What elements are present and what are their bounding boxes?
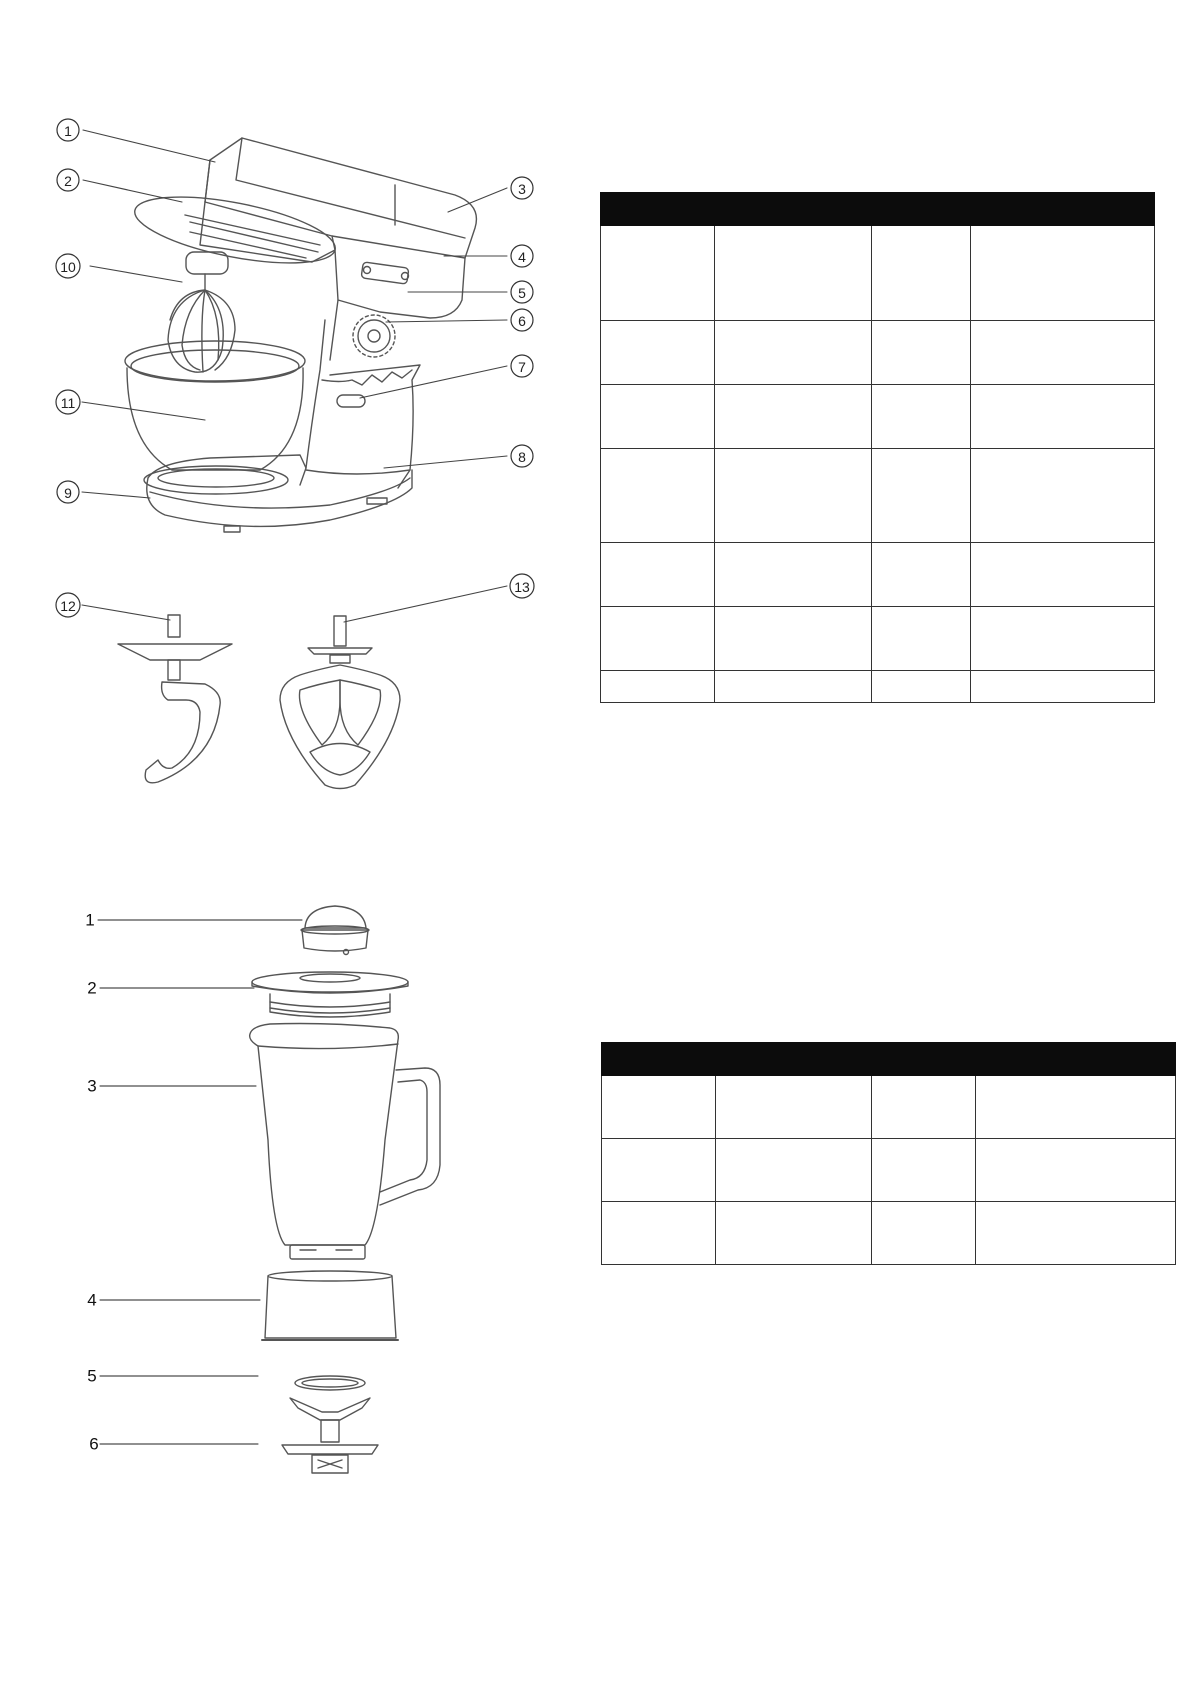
- spec-table-2: [601, 1042, 1176, 1265]
- table-cell: [872, 1139, 976, 1202]
- table-cell: [715, 543, 872, 607]
- measuring-cap: [301, 906, 369, 955]
- table-cell: [602, 1139, 716, 1202]
- callout-5: 5: [87, 1366, 97, 1386]
- svg-text:11: 11: [60, 395, 76, 411]
- svg-text:6: 6: [518, 313, 526, 329]
- table-cell: [872, 1076, 976, 1139]
- table-cell: [715, 226, 872, 321]
- jug-base-collar: [262, 1271, 398, 1340]
- table-cell: [601, 671, 715, 703]
- table-cell: [872, 671, 971, 703]
- table-header-row: [601, 193, 1155, 226]
- table-row: [601, 226, 1155, 321]
- blender-callouts: [85, 911, 98, 1454]
- table-cell: [715, 321, 872, 385]
- table-cell: [716, 1076, 872, 1139]
- table-row: [601, 671, 1155, 703]
- jug-lid: [252, 972, 408, 1017]
- table-row: [601, 449, 1155, 543]
- blender-jug: [250, 1024, 440, 1260]
- svg-text:8: 8: [518, 449, 526, 465]
- table-cell: [872, 449, 971, 543]
- table-header: [601, 193, 1155, 226]
- table-header: [602, 1043, 1176, 1076]
- spec-table-1: [600, 192, 1155, 703]
- table-row: [602, 1076, 1176, 1139]
- table-cell: [601, 607, 715, 671]
- table-cell: [976, 1076, 1176, 1139]
- table-row: [601, 607, 1155, 671]
- table-cell: [872, 226, 971, 321]
- table-cell: [715, 385, 872, 449]
- svg-text:7: 7: [518, 359, 526, 375]
- table-cell: [716, 1139, 872, 1202]
- callout-1: 1: [85, 910, 95, 930]
- table-cell: [971, 543, 1155, 607]
- table-cell: [971, 607, 1155, 671]
- table-row: [601, 321, 1155, 385]
- table-cell: [715, 607, 872, 671]
- table-cell: [872, 385, 971, 449]
- table-cell: [601, 385, 715, 449]
- table-cell: [601, 449, 715, 543]
- table-cell: [715, 671, 872, 703]
- table-cell: [602, 1076, 716, 1139]
- table-row: [602, 1139, 1176, 1202]
- table-row: [601, 385, 1155, 449]
- svg-text:3: 3: [518, 181, 526, 197]
- sealing-ring: [295, 1376, 365, 1390]
- svg-text:2: 2: [64, 173, 72, 189]
- table-cell: [601, 321, 715, 385]
- table-header-row: [602, 1043, 1176, 1076]
- table-cell: [715, 449, 872, 543]
- svg-text:13: 13: [514, 579, 530, 595]
- svg-text:5: 5: [518, 285, 526, 301]
- table-cell: [971, 321, 1155, 385]
- svg-text:12: 12: [60, 598, 76, 614]
- table-cell: [601, 226, 715, 321]
- table-cell: [601, 543, 715, 607]
- table-cell: [872, 1202, 976, 1265]
- table-cell: [872, 607, 971, 671]
- callout-3: 3: [87, 1076, 97, 1096]
- table-cell: [872, 543, 971, 607]
- table-cell: [872, 321, 971, 385]
- table-cell: [976, 1202, 1176, 1265]
- table-cell: [976, 1139, 1176, 1202]
- svg-text:4: 4: [518, 249, 526, 265]
- table-cell: [971, 226, 1155, 321]
- table-cell: [971, 449, 1155, 543]
- svg-text:1: 1: [64, 123, 72, 139]
- table-row: [601, 543, 1155, 607]
- callout-2: 2: [87, 978, 97, 998]
- table-cell: [971, 385, 1155, 449]
- table-cell: [602, 1202, 716, 1265]
- svg-text:9: 9: [64, 485, 72, 501]
- svg-text:10: 10: [60, 259, 76, 275]
- callout-4: 4: [87, 1290, 97, 1310]
- callout-6: 6: [89, 1434, 99, 1454]
- blade-assembly: [282, 1398, 378, 1473]
- table-row: [602, 1202, 1176, 1265]
- table-cell: [971, 671, 1155, 703]
- table-cell: [716, 1202, 872, 1265]
